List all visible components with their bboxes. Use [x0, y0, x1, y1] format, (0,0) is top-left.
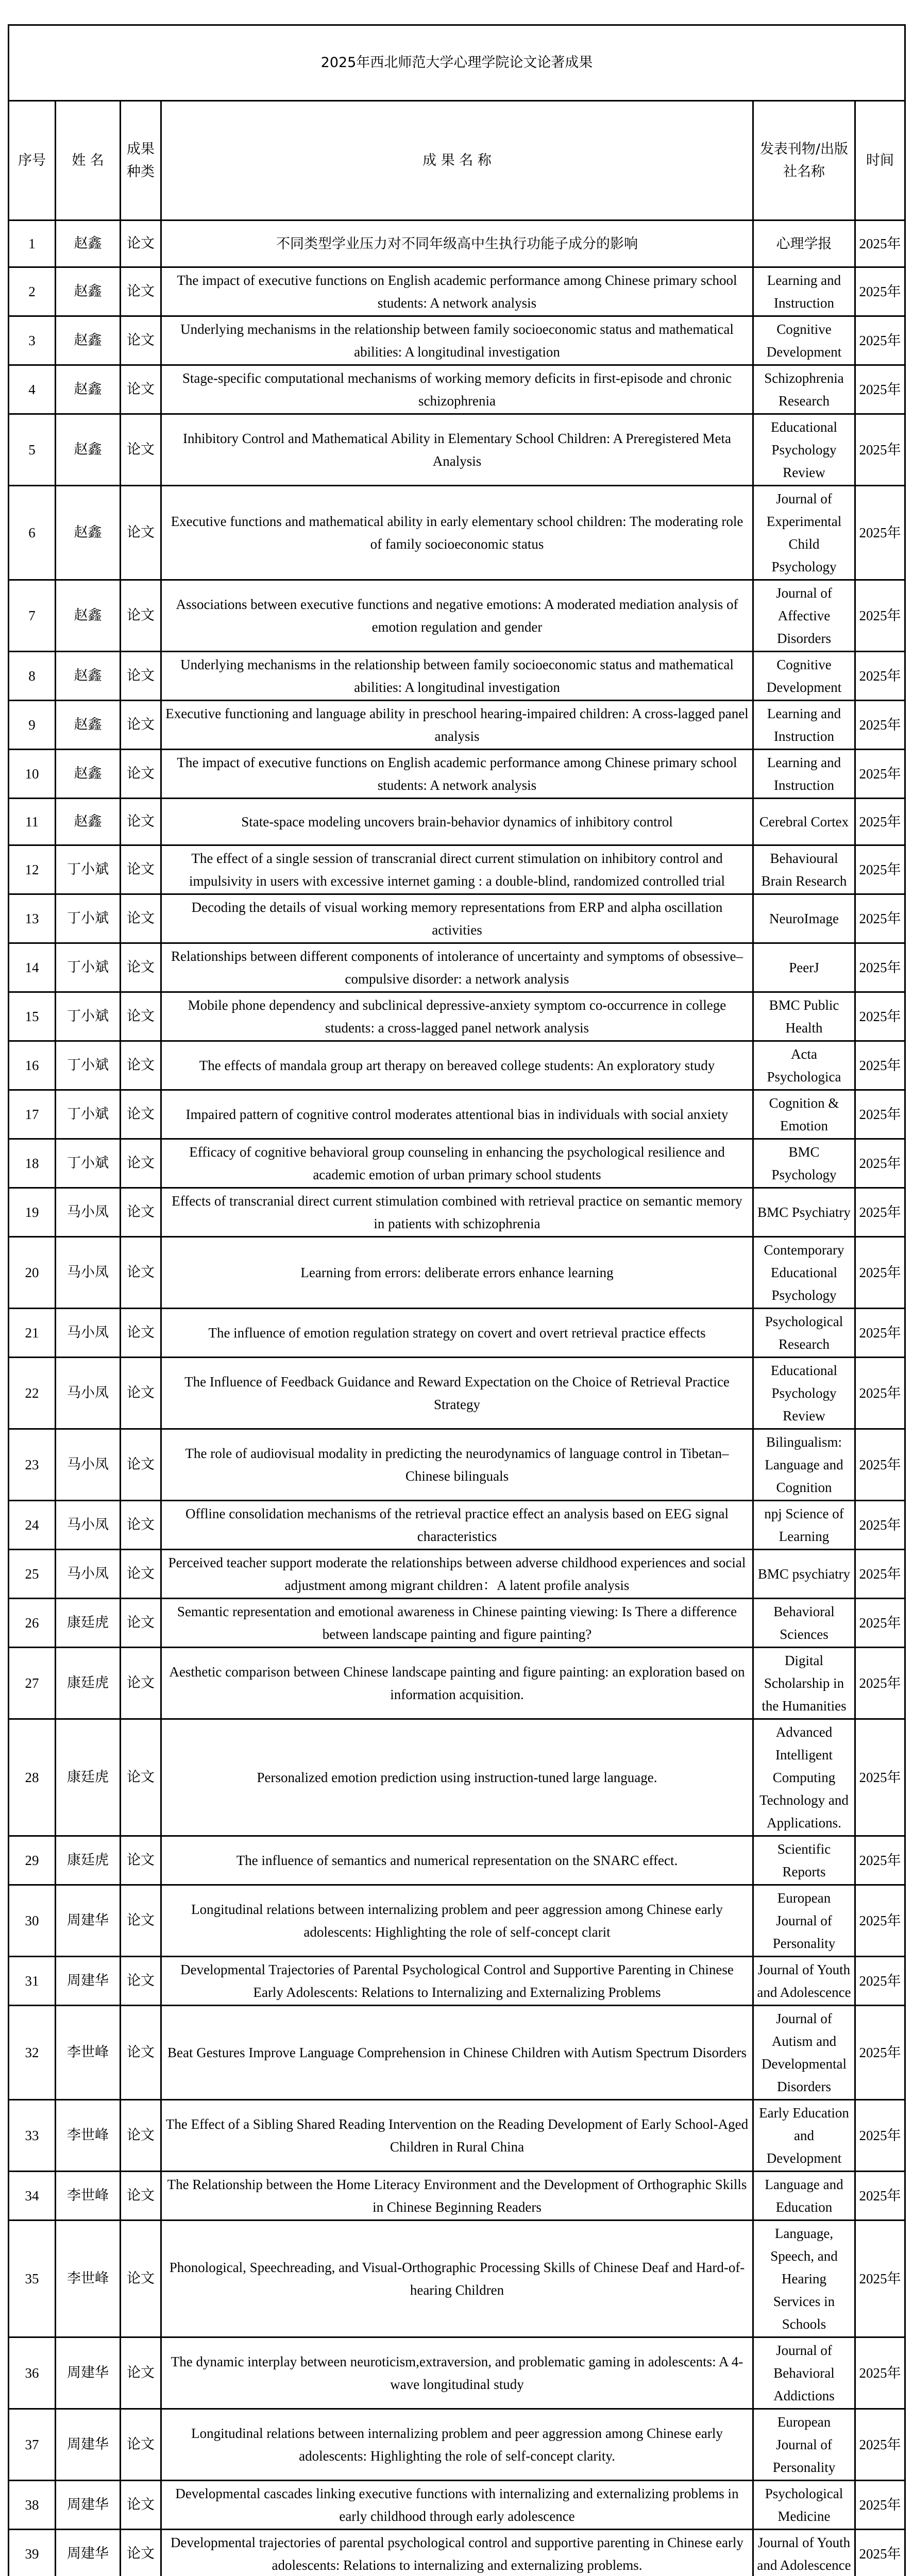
author-name: 赵鑫	[56, 221, 121, 267]
table-row	[9, 1358, 905, 1429]
publication-type: 论文	[121, 2006, 161, 2100]
publication-year: 2025年	[855, 894, 905, 943]
row-number: 4	[9, 365, 56, 414]
publication-type: 论文	[121, 2481, 161, 2530]
header-title: 成 果 名 称	[161, 101, 753, 221]
header-type: 成果种类	[121, 101, 161, 221]
table-row	[9, 486, 905, 580]
publication-title: The impact of executive functions on English academic performance among Chinese primary school students: A network analysis	[161, 267, 753, 316]
publication-venue: BMC Public Health	[753, 992, 855, 1041]
table-row	[9, 799, 905, 845]
publication-type: 论文	[121, 1599, 161, 1648]
publication-year: 2025年	[855, 267, 905, 316]
row-number: 23	[9, 1429, 56, 1501]
author-name: 赵鑫	[56, 799, 121, 845]
row-number: 36	[9, 2337, 56, 2409]
publication-year: 2025年	[855, 1836, 905, 1885]
table-row	[9, 1719, 905, 1836]
publication-title: Developmental trajectories of parental psychological control and supportive parenting in Chinese early adolescents: Relations to internalizing and externalizing problems.	[161, 2530, 753, 2576]
publication-venue: Language, Speech, and Hearing Services in Schools	[753, 2221, 855, 2337]
publication-title: The effects of mandala group art therapy on bereaved college students: An exploratory study	[161, 1041, 753, 1090]
publication-venue: European Journal of Personality	[753, 1885, 855, 1957]
publication-type: 论文	[121, 1358, 161, 1429]
author-name: 赵鑫	[56, 652, 121, 701]
table-row	[9, 2172, 905, 2221]
publication-title: The Relationship between the Home Literacy Environment and the Development of Orthographic Skills in Chinese Beginning Readers	[161, 2172, 753, 2221]
table-row	[9, 1309, 905, 1358]
publication-year: 2025年	[855, 1309, 905, 1358]
publication-venue: Digital Scholarship in the Humanities	[753, 1648, 855, 1719]
row-number: 19	[9, 1188, 56, 1237]
row-number: 35	[9, 2221, 56, 2337]
publication-title: Executive functioning and language ability in preschool hearing-impaired children: A cross-lagged panel analysis	[161, 701, 753, 750]
row-number: 25	[9, 1550, 56, 1599]
publication-title: Phonological, Speechreading, and Visual-Orthographic Processing Skills of Chinese Deaf and Hard-of-hearing Children	[161, 2221, 753, 2337]
header-year: 时间	[855, 101, 905, 221]
author-name: 周建华	[56, 1885, 121, 1957]
publication-year: 2025年	[855, 799, 905, 845]
table-row	[9, 894, 905, 943]
publication-year: 2025年	[855, 365, 905, 414]
publication-type: 论文	[121, 750, 161, 799]
publication-year: 2025年	[855, 1429, 905, 1501]
publication-title: State-space modeling uncovers brain-behavior dynamics of inhibitory control	[161, 799, 753, 845]
publication-type: 论文	[121, 2172, 161, 2221]
publications-table	[8, 24, 906, 2576]
row-number: 31	[9, 1957, 56, 2006]
table-row	[9, 1648, 905, 1719]
row-number: 33	[9, 2100, 56, 2172]
author-name: 马小凤	[56, 1429, 121, 1501]
publication-type: 论文	[121, 2221, 161, 2337]
table-row	[9, 580, 905, 652]
publication-year: 2025年	[855, 221, 905, 267]
publication-year: 2025年	[855, 701, 905, 750]
table-row	[9, 1885, 905, 1957]
publication-title: Effects of transcranial direct current stimulation combined with retrieval practice on semantic memory in patients with schizophrenia	[161, 1188, 753, 1237]
author-name: 赵鑫	[56, 365, 121, 414]
publication-venue: BMC Psychiatry	[753, 1188, 855, 1237]
header-venue: 发表刊物/出版社名称	[753, 101, 855, 221]
row-number: 6	[9, 486, 56, 580]
publication-venue: Acta Psychologica	[753, 1041, 855, 1090]
publication-title: The role of audiovisual modality in predicting the neurodynamics of language control in Tibetan–Chinese bilinguals	[161, 1429, 753, 1501]
publication-year: 2025年	[855, 652, 905, 701]
publication-title: Underlying mechanisms in the relationship between family socioeconomic status and mathematical abilities: A longitudinal investigation	[161, 316, 753, 365]
publication-title: Underlying mechanisms in the relationship between family socioeconomic status and mathematical abilities: A longitudinal investigation	[161, 652, 753, 701]
table-row	[9, 1041, 905, 1090]
publication-type: 论文	[121, 1836, 161, 1885]
publication-year: 2025年	[855, 1237, 905, 1309]
table-row	[9, 1957, 905, 2006]
publication-year: 2025年	[855, 2481, 905, 2530]
publication-year: 2025年	[855, 2221, 905, 2337]
publication-type: 论文	[121, 1648, 161, 1719]
publication-year: 2025年	[855, 1188, 905, 1237]
publication-type: 论文	[121, 1885, 161, 1957]
table-row	[9, 1139, 905, 1188]
author-name: 周建华	[56, 2409, 121, 2481]
row-number: 17	[9, 1090, 56, 1139]
row-number: 18	[9, 1139, 56, 1188]
publication-year: 2025年	[855, 1550, 905, 1599]
publication-venue: NeuroImage	[753, 894, 855, 943]
publication-type: 论文	[121, 2100, 161, 2172]
author-name: 丁小斌	[56, 992, 121, 1041]
author-name: 丁小斌	[56, 1139, 121, 1188]
publication-year: 2025年	[855, 2337, 905, 2409]
author-name: 丁小斌	[56, 1041, 121, 1090]
publication-title: Efficacy of cognitive behavioral group counseling in enhancing the psychological resilience and academic emotion of urban primary school students	[161, 1139, 753, 1188]
publication-title: Stage-specific computational mechanisms of working memory deficits in first-episode and chronic schizophrenia	[161, 365, 753, 414]
publication-year: 2025年	[855, 316, 905, 365]
author-name: 赵鑫	[56, 267, 121, 316]
publication-type: 论文	[121, 992, 161, 1041]
publication-venue: Early Education and Development	[753, 2100, 855, 2172]
publication-type: 论文	[121, 221, 161, 267]
table-row	[9, 1836, 905, 1885]
row-number: 5	[9, 414, 56, 486]
author-name: 周建华	[56, 1957, 121, 2006]
author-name: 马小凤	[56, 1501, 121, 1550]
publication-year: 2025年	[855, 750, 905, 799]
publication-title: The impact of executive functions on English academic performance among Chinese primary school students: A network analysis	[161, 750, 753, 799]
publication-year: 2025年	[855, 992, 905, 1041]
publication-year: 2025年	[855, 486, 905, 580]
row-number: 14	[9, 943, 56, 992]
publication-type: 论文	[121, 1719, 161, 1836]
publication-venue: Behavioral Sciences	[753, 1599, 855, 1648]
author-name: 马小凤	[56, 1550, 121, 1599]
publication-type: 论文	[121, 1429, 161, 1501]
row-number: 26	[9, 1599, 56, 1648]
author-name: 赵鑫	[56, 701, 121, 750]
header-row	[9, 101, 905, 221]
publication-type: 论文	[121, 1957, 161, 2006]
author-name: 马小凤	[56, 1188, 121, 1237]
row-number: 21	[9, 1309, 56, 1358]
publication-type: 论文	[121, 2409, 161, 2481]
header-no: 序号	[9, 101, 56, 221]
publication-year: 2025年	[855, 2006, 905, 2100]
publication-title: Developmental cascades linking executive functions with internalizing and externalizing problems in early childhood through early adolescence	[161, 2481, 753, 2530]
publication-year: 2025年	[855, 1139, 905, 1188]
table-row	[9, 2530, 905, 2576]
publication-venue: Journal of Youth and Adolescence	[753, 1957, 855, 2006]
table-row	[9, 267, 905, 316]
publication-title: Aesthetic comparison between Chinese landscape painting and figure painting: an exploration based on information acquisition.	[161, 1648, 753, 1719]
publication-venue: Bilingualism: Language and Cognition	[753, 1429, 855, 1501]
author-name: 周建华	[56, 2337, 121, 2409]
row-number: 1	[9, 221, 56, 267]
row-number: 7	[9, 580, 56, 652]
publication-venue: Journal of Experimental Child Psychology	[753, 486, 855, 580]
publication-year: 2025年	[855, 414, 905, 486]
author-name: 康廷虎	[56, 1648, 121, 1719]
table-row	[9, 992, 905, 1041]
publication-year: 2025年	[855, 943, 905, 992]
row-number: 20	[9, 1237, 56, 1309]
publication-venue: Cognition & Emotion	[753, 1090, 855, 1139]
row-number: 39	[9, 2530, 56, 2576]
publication-title: Associations between executive functions and negative emotions: A moderated mediation analysis of emotion regulation and gender	[161, 580, 753, 652]
publication-type: 论文	[121, 1237, 161, 1309]
publication-type: 论文	[121, 845, 161, 894]
author-name: 康廷虎	[56, 1836, 121, 1885]
publication-venue: Journal of Youth and Adolescence	[753, 2530, 855, 2576]
author-name: 马小凤	[56, 1358, 121, 1429]
publication-venue: Journal of Affective Disorders	[753, 580, 855, 652]
author-name: 马小凤	[56, 1309, 121, 1358]
publication-title: The dynamic interplay between neuroticism,extraversion, and problematic gaming in adolescents: A 4-wave longitudinal study	[161, 2337, 753, 2409]
publication-type: 论文	[121, 799, 161, 845]
row-number: 15	[9, 992, 56, 1041]
row-number: 37	[9, 2409, 56, 2481]
row-number: 16	[9, 1041, 56, 1090]
author-name: 周建华	[56, 2481, 121, 2530]
publication-venue: Journal of Behavioral Addictions	[753, 2337, 855, 2409]
publication-type: 论文	[121, 267, 161, 316]
table-row	[9, 750, 905, 799]
table-row	[9, 845, 905, 894]
publication-title: Mobile phone dependency and subclinical depressive-anxiety symptom co-occurrence in college students: a cross-lagged panel network analysis	[161, 992, 753, 1041]
row-number: 11	[9, 799, 56, 845]
table-row	[9, 2006, 905, 2100]
table-row	[9, 414, 905, 486]
publication-title: Inhibitory Control and Mathematical Ability in Elementary School Children: A Preregistered Meta Analysis	[161, 414, 753, 486]
table-row	[9, 1599, 905, 1648]
author-name: 丁小斌	[56, 845, 121, 894]
publication-title: Executive functions and mathematical ability in early elementary school children: The moderating role of family socioeconomic status	[161, 486, 753, 580]
publication-year: 2025年	[855, 1885, 905, 1957]
publication-venue: Scientific Reports	[753, 1836, 855, 1885]
publication-title: Relationships between different components of intolerance of uncertainty and symptoms of obsessive–compulsive disorder: a network analysis	[161, 943, 753, 992]
row-number: 22	[9, 1358, 56, 1429]
publication-venue: BMC Psychology	[753, 1139, 855, 1188]
author-name: 李世峰	[56, 2100, 121, 2172]
publication-title: Longitudinal relations between internalizing problem and peer aggression among Chinese early adolescents: Highlighting the role of self-concept clarit	[161, 1885, 753, 1957]
publication-venue: 心理学报	[753, 221, 855, 267]
publication-venue: Learning and Instruction	[753, 267, 855, 316]
publication-type: 论文	[121, 2530, 161, 2576]
table-row	[9, 652, 905, 701]
publication-type: 论文	[121, 580, 161, 652]
row-number: 27	[9, 1648, 56, 1719]
publication-title: The Influence of Feedback Guidance and Reward Expectation on the Choice of Retrieval Practice Strategy	[161, 1358, 753, 1429]
publication-type: 论文	[121, 652, 161, 701]
publication-type: 论文	[121, 1041, 161, 1090]
table-row	[9, 365, 905, 414]
publication-title: The influence of semantics and numerical representation on the SNARC effect.	[161, 1836, 753, 1885]
table-row	[9, 2481, 905, 2530]
publication-venue: Cerebral Cortex	[753, 799, 855, 845]
publication-type: 论文	[121, 1550, 161, 1599]
author-name: 赵鑫	[56, 414, 121, 486]
publication-title: Learning from errors: deliberate errors enhance learning	[161, 1237, 753, 1309]
author-name: 丁小斌	[56, 1090, 121, 1139]
publication-type: 论文	[121, 701, 161, 750]
publication-venue: PeerJ	[753, 943, 855, 992]
author-name: 赵鑫	[56, 750, 121, 799]
publication-type: 论文	[121, 1309, 161, 1358]
publication-type: 论文	[121, 1139, 161, 1188]
publication-type: 论文	[121, 414, 161, 486]
publication-title: Personalized emotion prediction using instruction-tuned large language.	[161, 1719, 753, 1836]
row-number: 34	[9, 2172, 56, 2221]
table-row	[9, 1188, 905, 1237]
publication-year: 2025年	[855, 1041, 905, 1090]
table-row	[9, 701, 905, 750]
publication-venue: Schizophrenia Research	[753, 365, 855, 414]
publication-type: 论文	[121, 894, 161, 943]
publication-title: The influence of emotion regulation strategy on covert and overt retrieval practice effects	[161, 1309, 753, 1358]
row-number: 3	[9, 316, 56, 365]
row-number: 2	[9, 267, 56, 316]
publication-venue: BMC psychiatry	[753, 1550, 855, 1599]
publication-venue: Cognitive Development	[753, 316, 855, 365]
publication-type: 论文	[121, 316, 161, 365]
publication-title: Decoding the details of visual working memory representations from ERP and alpha oscillation activities	[161, 894, 753, 943]
publication-year: 2025年	[855, 1719, 905, 1836]
publication-venue: Educational Psychology Review	[753, 1358, 855, 1429]
table-row	[9, 221, 905, 267]
publication-venue: Educational Psychology Review	[753, 414, 855, 486]
row-number: 24	[9, 1501, 56, 1550]
publication-type: 论文	[121, 943, 161, 992]
author-name: 李世峰	[56, 2221, 121, 2337]
table-body	[9, 221, 905, 2576]
publication-title: Longitudinal relations between internalizing problem and peer aggression among Chinese early adolescents: Highlighting the role of self-concept clarity.	[161, 2409, 753, 2481]
publication-venue: Contemporary Educational Psychology	[753, 1237, 855, 1309]
author-name: 康廷虎	[56, 1719, 121, 1836]
publication-type: 论文	[121, 486, 161, 580]
table-row	[9, 1237, 905, 1309]
author-name: 周建华	[56, 2530, 121, 2576]
publication-year: 2025年	[855, 1090, 905, 1139]
publication-venue: Cognitive Development	[753, 652, 855, 701]
publication-title: Beat Gestures Improve Language Comprehension in Chinese Children with Autism Spectrum Disorders	[161, 2006, 753, 2100]
publication-year: 2025年	[855, 1501, 905, 1550]
publication-type: 论文	[121, 1090, 161, 1139]
row-number: 9	[9, 701, 56, 750]
publication-title: Offline consolidation mechanisms of the retrieval practice effect an analysis based on EEG signal characteristics	[161, 1501, 753, 1550]
row-number: 8	[9, 652, 56, 701]
publication-year: 2025年	[855, 1358, 905, 1429]
publication-year: 2025年	[855, 1599, 905, 1648]
publication-title: The Effect of a Sibling Shared Reading Intervention on the Reading Development of Early School-Aged Children in Rural China	[161, 2100, 753, 2172]
document-title: 2025年西北师范大学心理学院论文论著成果	[9, 25, 905, 101]
publication-year: 2025年	[855, 845, 905, 894]
publication-type: 论文	[121, 1501, 161, 1550]
publication-title: 不同类型学业压力对不同年级高中生执行功能子成分的影响	[161, 221, 753, 267]
author-name: 李世峰	[56, 2006, 121, 2100]
publication-type: 论文	[121, 2337, 161, 2409]
row-number: 32	[9, 2006, 56, 2100]
author-name: 丁小斌	[56, 894, 121, 943]
author-name: 马小凤	[56, 1237, 121, 1309]
row-number: 28	[9, 1719, 56, 1836]
table-row	[9, 2100, 905, 2172]
publication-year: 2025年	[855, 2409, 905, 2481]
publication-venue: Psychological Research	[753, 1309, 855, 1358]
table-row	[9, 1550, 905, 1599]
table-row	[9, 316, 905, 365]
publication-title: Semantic representation and emotional awareness in Chinese painting viewing: Is There a difference between landscape painting and figure painting?	[161, 1599, 753, 1648]
publication-venue: Psychological Medicine	[753, 2481, 855, 2530]
publication-year: 2025年	[855, 2100, 905, 2172]
row-number: 10	[9, 750, 56, 799]
author-name: 赵鑫	[56, 486, 121, 580]
publication-year: 2025年	[855, 1957, 905, 2006]
header-name: 姓 名	[56, 101, 121, 221]
publication-year: 2025年	[855, 1648, 905, 1719]
publication-venue: Journal of Autism and Developmental Disorders	[753, 2006, 855, 2100]
table-row	[9, 1429, 905, 1501]
table-row	[9, 2409, 905, 2481]
author-name: 赵鑫	[56, 580, 121, 652]
publication-venue: Advanced Intelligent Computing Technology and Applications.	[753, 1719, 855, 1836]
row-number: 12	[9, 845, 56, 894]
publication-venue: npj Science of Learning	[753, 1501, 855, 1550]
publication-type: 论文	[121, 1188, 161, 1237]
publication-year: 2025年	[855, 2530, 905, 2576]
table-row	[9, 943, 905, 992]
title-row	[9, 25, 905, 101]
publication-year: 2025年	[855, 2172, 905, 2221]
publication-venue: Language and Education	[753, 2172, 855, 2221]
table-row	[9, 2337, 905, 2409]
publication-year: 2025年	[855, 580, 905, 652]
table-row	[9, 1501, 905, 1550]
row-number: 38	[9, 2481, 56, 2530]
publication-venue: European Journal of Personality	[753, 2409, 855, 2481]
publication-title: Perceived teacher support moderate the relationships between adverse childhood experiences and social adjustment among migrant children：A latent profile analysis	[161, 1550, 753, 1599]
publication-title: Impaired pattern of cognitive control moderates attentional bias in individuals with social anxiety	[161, 1090, 753, 1139]
author-name: 康廷虎	[56, 1599, 121, 1648]
publication-title: The effect of a single session of transcranial direct current stimulation on inhibitory control and impulsivity in users with excessive internet gaming : a double-blind, randomized controlled trial	[161, 845, 753, 894]
publication-venue: Learning and Instruction	[753, 750, 855, 799]
row-number: 13	[9, 894, 56, 943]
table-row	[9, 2221, 905, 2337]
author-name: 李世峰	[56, 2172, 121, 2221]
publication-venue: Behavioural Brain Research	[753, 845, 855, 894]
author-name: 赵鑫	[56, 316, 121, 365]
publication-title: Developmental Trajectories of Parental Psychological Control and Supportive Parenting in Chinese Early Adolescents: Relations to Internalizing and Externalizing Problems	[161, 1957, 753, 2006]
author-name: 丁小斌	[56, 943, 121, 992]
table-row	[9, 1090, 905, 1139]
publication-type: 论文	[121, 365, 161, 414]
row-number: 29	[9, 1836, 56, 1885]
row-number: 30	[9, 1885, 56, 1957]
publication-venue: Learning and Instruction	[753, 701, 855, 750]
